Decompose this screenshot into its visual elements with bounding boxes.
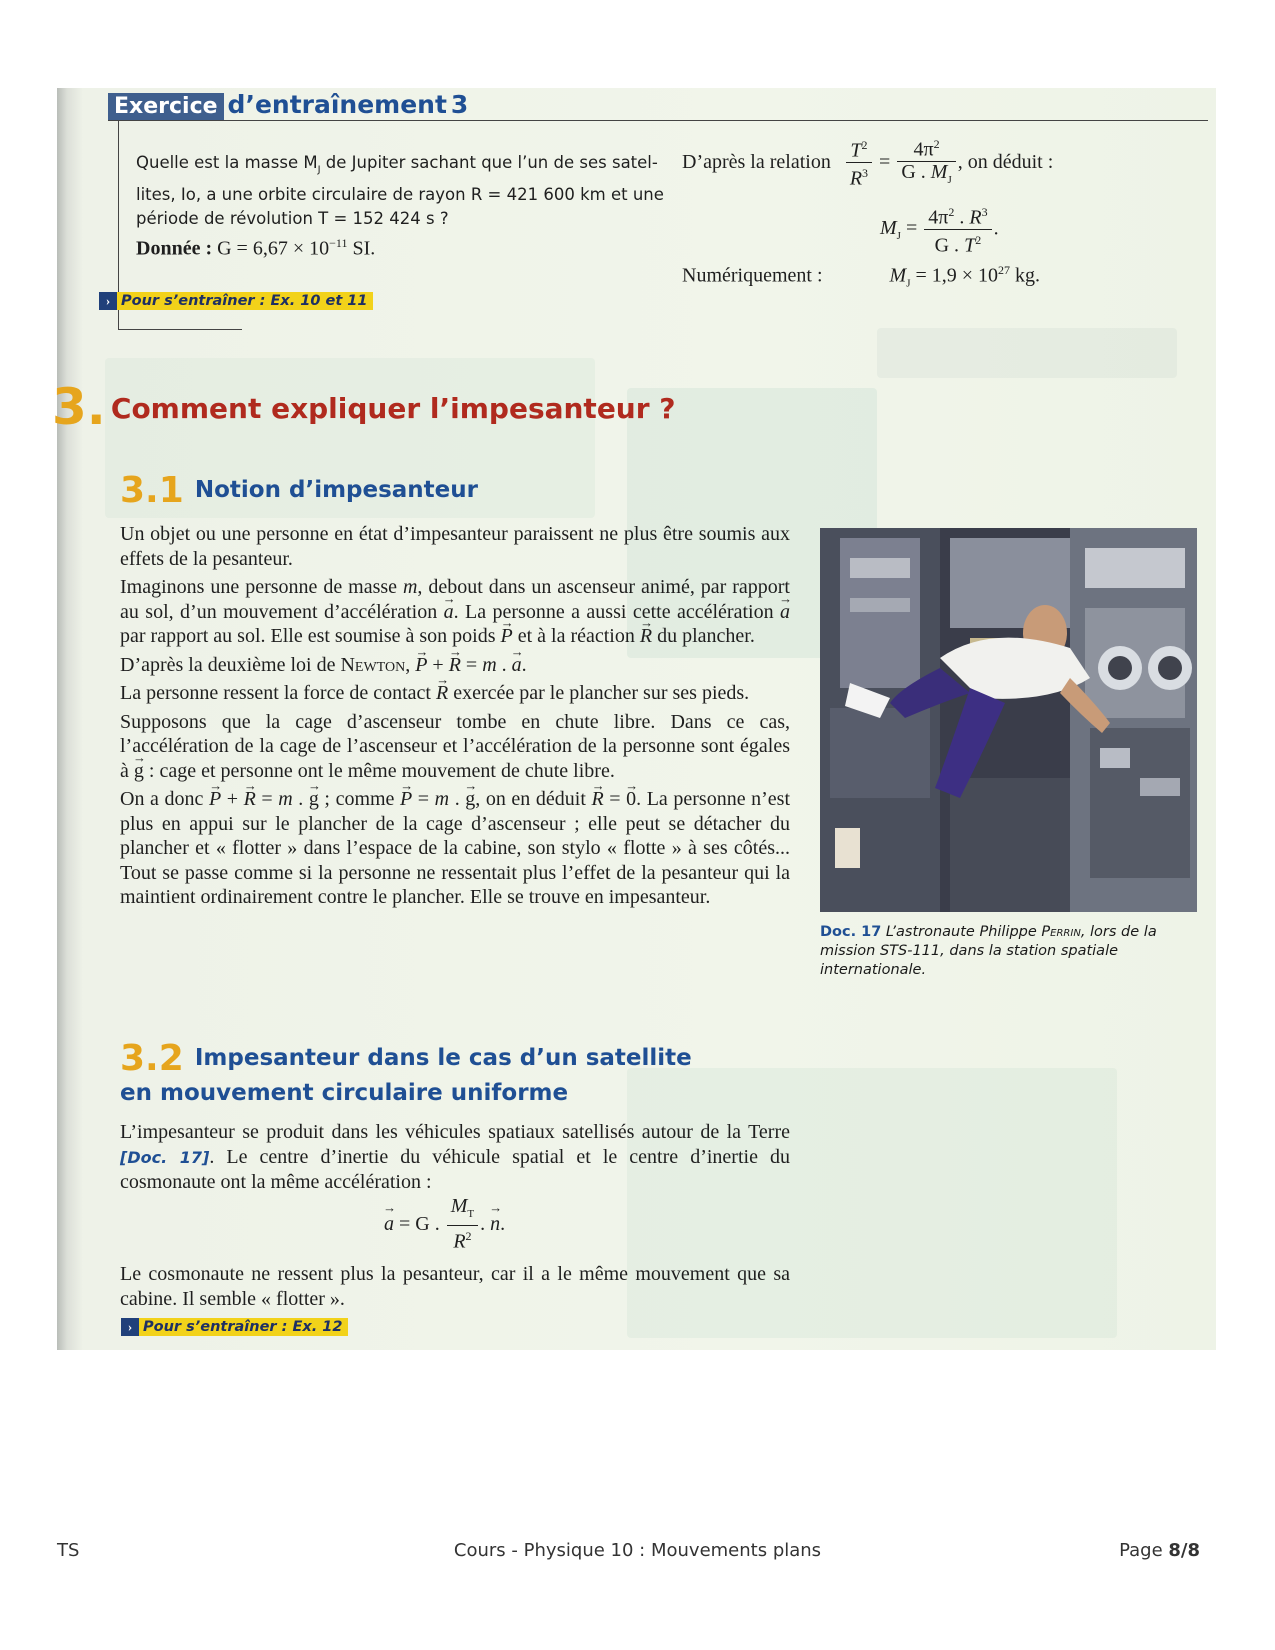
chevron-right-icon: › [121, 1318, 139, 1336]
subsection-3-2-train-link[interactable]: › Pour s’entraîner : Ex. 12 [121, 1318, 348, 1336]
exercise-train-link[interactable]: › Pour s’entraîner : Ex. 10 et 11 [99, 292, 373, 310]
subsection-3-2-heading: 3.2 Impesanteur dans le cas d’un satellite [120, 1038, 692, 1079]
exercise-question: Quelle est la masse $M_J$ de Jupiter sachant que l’un de ses satel- lites, Io, a une orbite circulaire de rayon R = 421 600 km et une période de révolution T = 152 424 s ? [136, 153, 664, 229]
doc17-caption: Doc. 17 L’astronaute Philippe Perrin, lors de la mission STS-111, dans la station spatiale internationale. [820, 924, 1157, 978]
exercise-header [108, 90, 468, 120]
exercise-donnee: Donnée : $G = 6,67 \times 10^{-11}$ SI. [136, 236, 376, 260]
chevron-right-icon: › [99, 292, 117, 310]
section-title: Comment expliquer l’impesanteur ? [110, 392, 676, 425]
exercise-title: d’entraînement [227, 90, 447, 119]
satellite-acceleration-formula: → a = G . $\frac{M_T}{R^2}$ . → n. [384, 1196, 505, 1253]
subsection-3-1-heading: 3.1 Notion d’impesanteur [120, 470, 478, 511]
subsection-3-2-heading-line2: en mouvement circulaire uniforme [120, 1080, 569, 1106]
paragraph: Imaginons une personne de masse m, debout dans un ascenseur animé, par rapport au sol, d’un mouvement d’accélération → a. La personne a aussi cette accélération → a par rapport au sol. Elle est soumise à son poids → P et à la réaction → R du plancher. [120, 575, 790, 649]
exercise-bottom-rule [118, 329, 242, 330]
section-3-heading: 3. Comment expliquer l’impesanteur ? [52, 378, 676, 436]
paragraph: D’après la deuxième loi de Newton, → P + → R = m . → a. [120, 653, 790, 678]
footer-center: Cours - Physique 10 : Mouvements plans [453, 1540, 822, 1561]
exercise-tag: Exercice [108, 93, 224, 120]
solution-formula: $M_J$ = $\frac{4\pi^2 . R^3}{G . T^2}$ . [880, 202, 999, 256]
astronaut-photo-illustration [820, 528, 1197, 912]
subsection-3-1-body [120, 522, 790, 914]
subsection-3-2-conclusion: Le cosmonaute ne ressent plus la pesanteur, car il a le même mouvement que sa cabine. Il semble « flotter ». [120, 1263, 790, 1310]
paragraph: Un objet ou une personne en état d’impesanteur paraissent ne plus être soumis aux effets de la pesanteur. [120, 523, 790, 570]
exercise-rule [108, 120, 1208, 121]
section-number: 3 [52, 378, 87, 436]
solution-numeric: Numériquement : $M_J = 1,9 \times 10^{27}$ kg. [682, 263, 1041, 290]
paragraph: La personne ressent la force de contact → R exercée par le plancher sur ses pieds. [120, 681, 790, 706]
bleed-through-block [877, 328, 1177, 378]
paragraph: L’impesanteur se produit dans les véhicules spatiaux satellisés autour de la Terre [Doc. 17]. Le centre d’inertie du véhicule spatial et le centre d’inertie du cosmonaute ont la même accélération : [120, 1121, 790, 1193]
subsection-3-2-body [120, 1120, 790, 1199]
doc17-reference[interactable]: [Doc. 17] [120, 1147, 210, 1167]
paragraph: Supposons que la cage d’ascenseur tombe en chute libre. Dans ce cas, l’accélération de la cage de l’ascenseur et l’accélération de la personne sont égales à → g : cage et personne ont le même mouvement de chute libre. [120, 710, 790, 784]
paragraph: On a donc → P + → R = m . → g ; comme → P = m . → g, on en déduit → R = → 0. La personne n’est plus en appui sur le plancher de la cage d’ascenseur ; elle peut se détacher du plancher et « flotter » dans l’espace de la cabine, son stylo « flotte » à ses côtés... Tout se passe comme si la personne ne ressentait plus l’effet de la pesanteur qui la maintient ordinairement contre le plancher. Elle se trouve en impesanteur. [120, 787, 790, 910]
footer-right: Page 8/8 [1119, 1540, 1200, 1561]
solution-relation: D’après la relation $\frac{T^2}{R^3}$ = $\frac{4\pi^2}{G . M_J}$ , on déduit : [682, 134, 1053, 191]
exercise-number: 3 [450, 90, 469, 119]
footer-left: TS [57, 1540, 80, 1561]
doc17-photo [820, 528, 1197, 912]
